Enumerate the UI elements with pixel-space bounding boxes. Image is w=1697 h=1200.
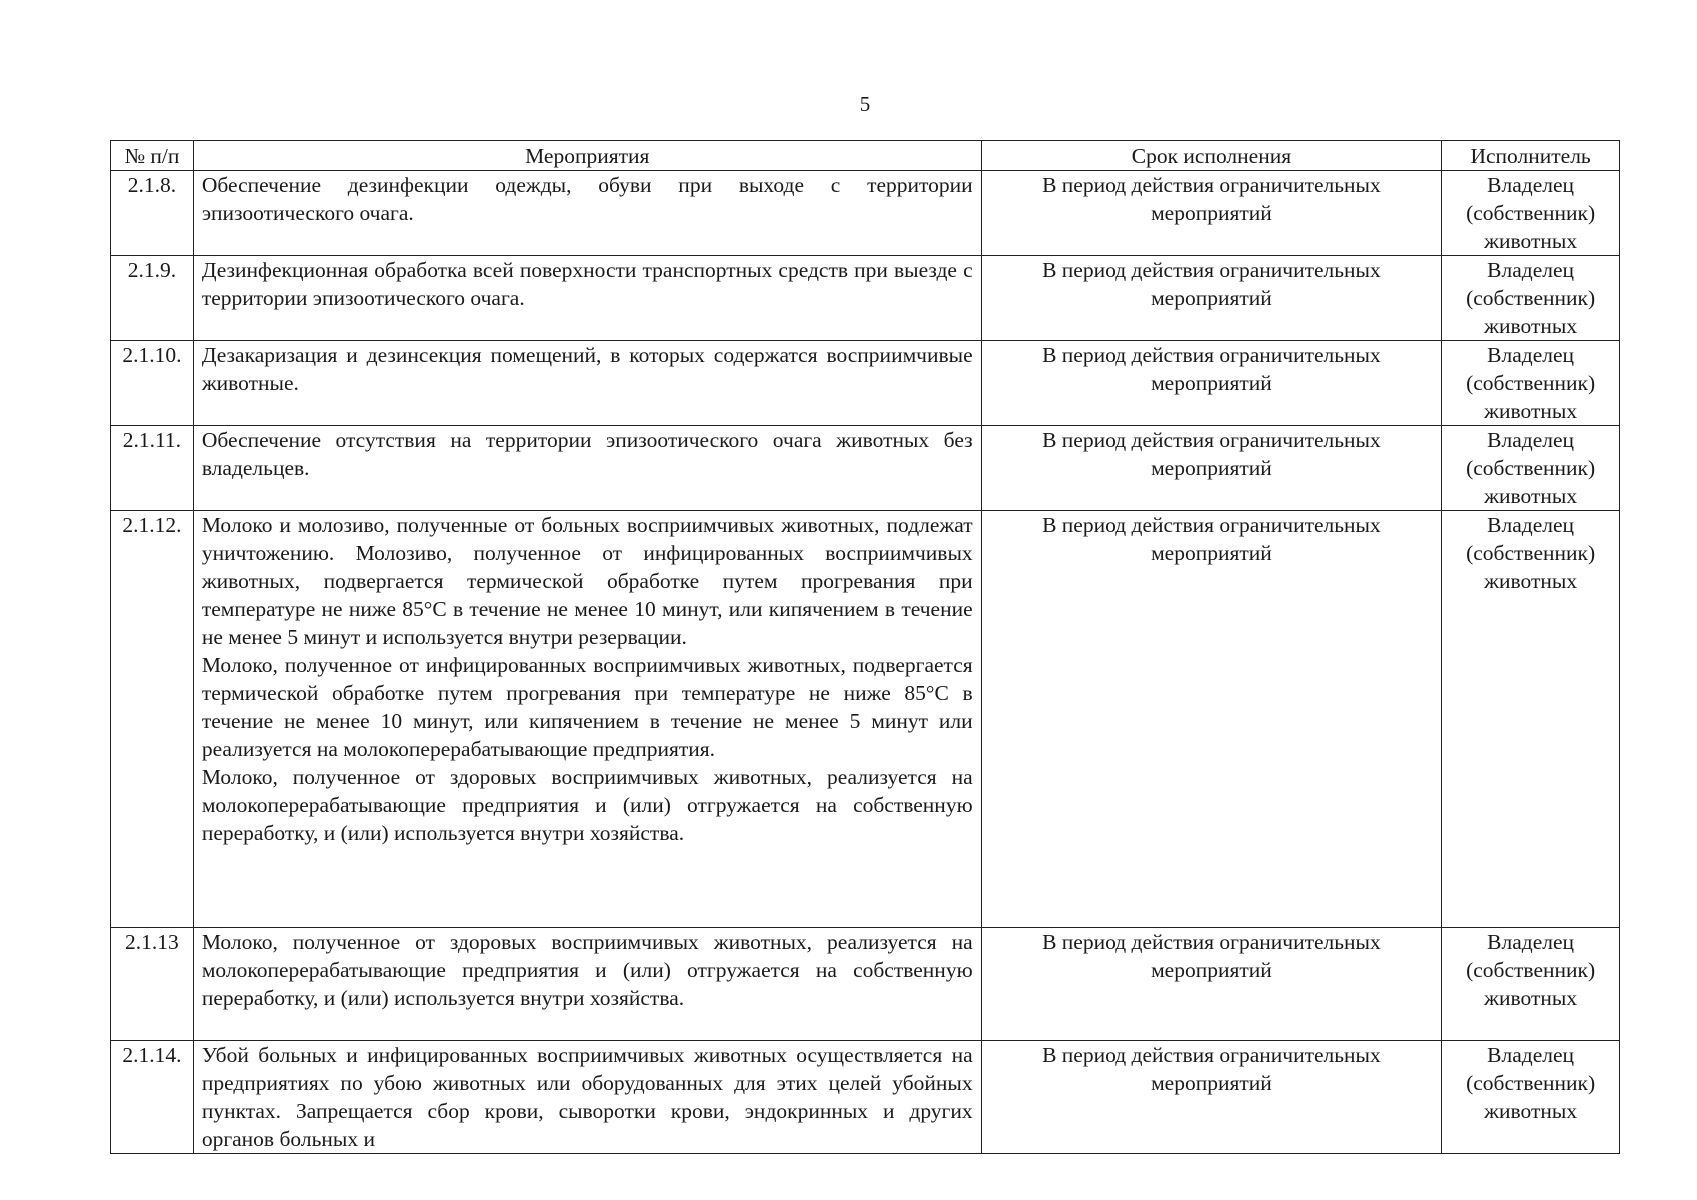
term-line: мероприятий <box>1151 201 1272 225</box>
term-line: В период действия ограничительных <box>1042 343 1381 367</box>
term-line: В период действия ограничительных <box>1042 930 1381 954</box>
page-number: 5 <box>859 92 871 116</box>
term-line: мероприятий <box>1151 541 1272 565</box>
executor-line: (собственник) <box>1466 1071 1596 1095</box>
table-row <box>111 171 1620 256</box>
row-activity <box>193 256 981 341</box>
activity-paragraph: Убой больных и инфицированных восприимчивых животных осуществляется на предприятиях по убою животных или оборудованных для этих целей убойных пунктах. Запрещается сбор крови, сыворотки крови, эндокринных и других органов больных и <box>201 1043 973 1151</box>
header-activity: Мероприятия <box>193 141 981 171</box>
header-num: № п/п <box>111 141 194 171</box>
row-executor <box>1442 928 1620 1041</box>
row-number: 2.1.14. <box>111 1041 194 1154</box>
row-executor <box>1442 1041 1620 1154</box>
executor-line: Владелец <box>1487 343 1575 367</box>
executor-line: животных <box>1484 229 1578 253</box>
row-term <box>981 1041 1442 1154</box>
row-activity <box>193 426 981 511</box>
row-number: 2.1.12. <box>111 511 194 928</box>
executor-line: животных <box>1484 399 1578 423</box>
row-activity <box>193 511 981 928</box>
row-activity <box>193 341 981 426</box>
row-term <box>981 256 1442 341</box>
table-row <box>111 511 1620 928</box>
term-line: В период действия ограничительных <box>1042 173 1381 197</box>
row-number: 2.1.9. <box>111 256 194 341</box>
row-term <box>981 426 1442 511</box>
executor-line: Владелец <box>1487 428 1575 452</box>
table-row <box>111 341 1620 426</box>
executor-line: Владелец <box>1487 173 1575 197</box>
header-executor: Исполнитель <box>1442 141 1620 171</box>
term-line: мероприятий <box>1151 1071 1272 1095</box>
table-row <box>111 928 1620 1041</box>
executor-line: Владелец <box>1487 1043 1575 1067</box>
row-executor <box>1442 171 1620 256</box>
table-row <box>111 426 1620 511</box>
executor-line: животных <box>1484 484 1578 508</box>
header-term: Срок исполнения <box>981 141 1442 171</box>
executor-line: животных <box>1484 986 1578 1010</box>
row-executor <box>1442 511 1620 928</box>
row-number: 2.1.10. <box>111 341 194 426</box>
activity-paragraph: Дезакаризация и дезинсекция помещений, в которых содержатся восприимчивые животные. <box>201 343 973 395</box>
term-line: мероприятий <box>1151 958 1272 982</box>
row-executor <box>1442 426 1620 511</box>
table-header-row <box>111 141 1620 171</box>
row-activity <box>193 1041 981 1154</box>
term-line: В период действия ограничительных <box>1042 513 1381 537</box>
row-executor <box>1442 341 1620 426</box>
activity-paragraph: Молоко и молозиво, полученные от больных восприимчивых животных, подлежат уничтожению. Молозиво, полученное от инфицированных восприимчивых животных, подвергается термической обработке путем прогревания при температуре не ниже 85°С в течение не менее 10 минут, или кипячением в течение не менее 5 минут и используется внутри резервации. <box>201 513 973 649</box>
row-term <box>981 171 1442 256</box>
executor-line: животных <box>1484 314 1578 338</box>
activity-paragraph: Обеспечение отсутствия на территории эпизоотического очага животных без владельцев. <box>201 428 973 480</box>
row-term <box>981 928 1442 1041</box>
activity-paragraph: Обеспечение дезинфекции одежды, обуви при выходе с территории эпизоотического очага. <box>201 173 973 225</box>
term-line: В период действия ограничительных <box>1042 428 1381 452</box>
executor-line: (собственник) <box>1466 958 1596 982</box>
term-line: В период действия ограничительных <box>1042 1043 1381 1067</box>
activity-paragraph: Молоко, полученное от инфицированных восприимчивых животных, подвергается термической обработке путем прогревания при температуре не ниже 85°С в течение не менее 10 минут, или кипячением в течение не менее 5 минут или реализуется на молокоперерабатывающие предприятия. <box>201 653 973 761</box>
executor-line: Владелец <box>1487 258 1575 282</box>
row-term <box>981 341 1442 426</box>
table-body <box>111 171 1620 1154</box>
executor-line: Владелец <box>1487 930 1575 954</box>
executor-line: (собственник) <box>1466 541 1596 565</box>
row-activity <box>193 171 981 256</box>
activity-paragraph: Молоко, полученное от здоровых восприимчивых животных, реализуется на молокоперерабатывающие предприятия и (или) отгружается на собственную переработку, и (или) используется внутри хозяйства. <box>201 930 973 1010</box>
executor-line: (собственник) <box>1466 456 1596 480</box>
executor-line: (собственник) <box>1466 286 1596 310</box>
executor-line: Владелец <box>1487 513 1575 537</box>
row-number: 2.1.8. <box>111 171 194 256</box>
row-term <box>981 511 1442 928</box>
executor-line: (собственник) <box>1466 201 1596 225</box>
executor-line: животных <box>1484 569 1578 593</box>
table-row <box>111 256 1620 341</box>
row-executor <box>1442 256 1620 341</box>
table-row <box>111 1041 1620 1154</box>
executor-line: животных <box>1484 1099 1578 1123</box>
measures-table <box>110 140 1620 1154</box>
row-number: 2.1.11. <box>111 426 194 511</box>
term-line: мероприятий <box>1151 286 1272 310</box>
row-number: 2.1.13 <box>111 928 194 1041</box>
row-activity <box>193 928 981 1041</box>
activity-paragraph: Дезинфекционная обработка всей поверхности транспортных средств при выезде с территории эпизоотического очага. <box>201 258 973 310</box>
term-line: мероприятий <box>1151 456 1272 480</box>
activity-paragraph: Молоко, полученное от здоровых восприимчивых животных, реализуется на молокоперерабатывающие предприятия и (или) отгружается на собственную переработку, и (или) используется внутри хозяйства. <box>201 765 973 845</box>
term-line: мероприятий <box>1151 371 1272 395</box>
executor-line: (собственник) <box>1466 371 1596 395</box>
term-line: В период действия ограничительных <box>1042 258 1381 282</box>
